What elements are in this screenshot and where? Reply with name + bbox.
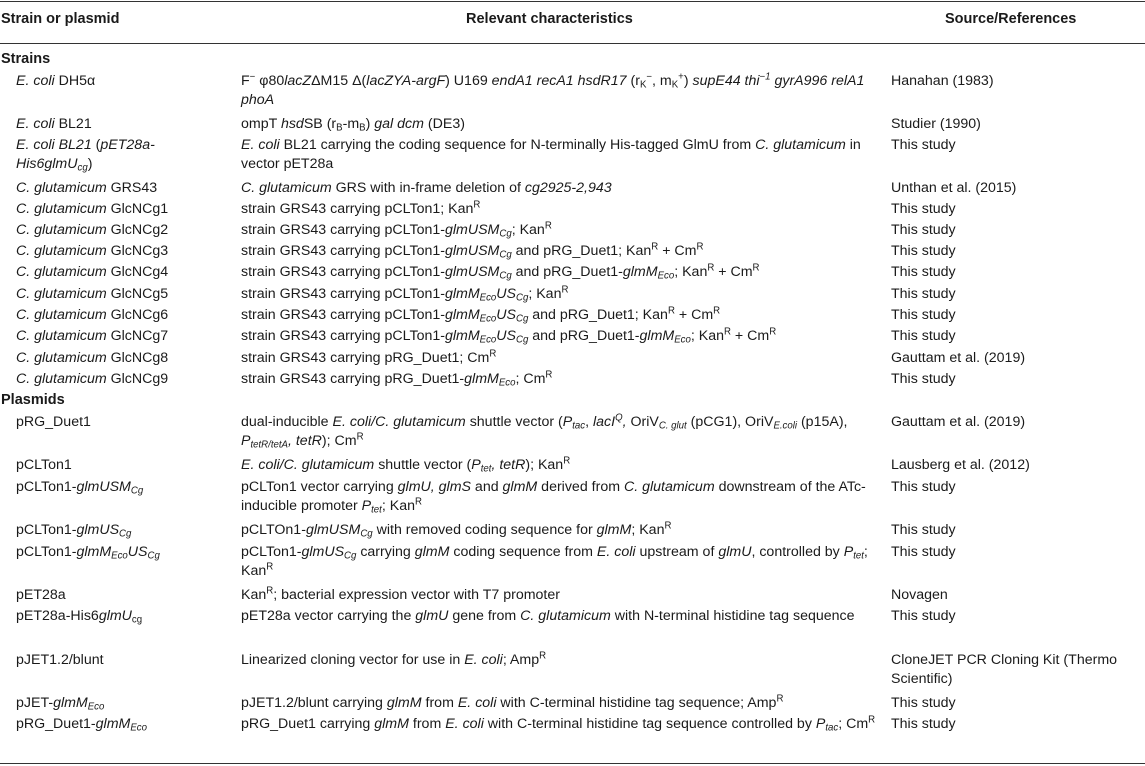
row-name: C. glutamicum GlcNCg1 xyxy=(16,201,169,217)
row-source: This study xyxy=(891,264,956,280)
row-characteristics: strain GRS43 carrying pRG_Duet1; $Cm^R$ xyxy=(241,348,497,366)
row-name: C. glutamicum GlcNCg9 xyxy=(16,371,169,387)
row-characteristics: pCLTOn1-glmUSM$_{Cg}$ with removed coding sequence for glmM; Kan$^R$ xyxy=(241,520,672,540)
row-name: pJET1.2/blunt xyxy=(16,652,104,668)
row-source: Lausberg et al. (2012) xyxy=(891,457,1030,473)
row-name: pJET-glmM$_{Eco}$ xyxy=(16,695,105,713)
row-source: Unthan et al. (2015) xyxy=(891,180,1017,196)
row-source: This study xyxy=(891,328,956,344)
row-name: E. coli BL21 xyxy=(16,116,92,132)
row-source: This study xyxy=(891,371,956,387)
row-source: Hanahan (1983) xyxy=(891,73,994,89)
row-name: pET28a xyxy=(16,587,66,603)
row-source: This study xyxy=(891,286,956,302)
row-source: Gauttam et al. (2019) xyxy=(891,350,1026,366)
row-characteristics: Kan$^R$; bacterial expression vector with T7 promoter xyxy=(241,585,560,603)
header-source-references: Source/References xyxy=(945,11,1077,27)
row-characteristics: E. coli BL21 carrying the coding sequence for N-terminally His-tagged GlmU from C. glutamicum in vector pET28a xyxy=(241,137,861,172)
row-name: C. glutamicum GRS43 xyxy=(16,180,158,196)
row-characteristics: F− φ80lacZΔM15 Δ(lacZYA-argF) U169 endA1 recA1 hsdR17 ($r_K^-$, $m_K^+$) supE44 thi$^{-1}$ gyrA996 relA1 phoA xyxy=(241,71,865,108)
row-source: Gauttam et al. (2019) xyxy=(891,414,1026,430)
header-strain-or-plasmid: Strain or plasmid xyxy=(1,11,120,27)
row-characteristics: Linearized cloning vector for use in E. coli; Amp$^R$ xyxy=(241,650,547,668)
header-relevant-characteristics: Relevant characteristics xyxy=(466,11,633,27)
row-source: CloneJET PCR Cloning Kit (Thermo Scientific) xyxy=(891,652,1118,687)
row-characteristics: pET28a vector carrying the glmU gene from C. glutamicum with N-terminal histidine tag sequence xyxy=(241,608,855,624)
row-characteristics: dual-inducible E. coli/C. glutamicum shuttle vector ($P_{tac}$, lacI$^Q$, OriV$_{C. glut}$ (pCG1), OriV$_{E.coli}$ (p15A), $P_{tetR/tetA}$, tetR); $Cm^R$ xyxy=(241,412,848,451)
row-characteristics: pRG_Duet1 carrying glmM from E. coli with C-terminal histidine tag sequence controlled by $P_{tac}$; $Cm^R$ xyxy=(241,714,876,734)
row-name: pRG_Duet1 xyxy=(16,414,91,430)
row-characteristics: pCLTon1 vector carrying glmU, glmS and glmM derived from C. glutamicum downstream of the ATc-inducible promoter $P_{tet}$; Kan$^R$ xyxy=(241,479,866,516)
row-name: C. glutamicum GlcNCg5 xyxy=(16,286,169,302)
row-name: C. glutamicum GlcNCg3 xyxy=(16,243,169,259)
row-source: This study xyxy=(891,222,956,238)
row-name: C. glutamicum GlcNCg4 xyxy=(16,264,169,280)
row-source: This study xyxy=(891,137,956,153)
section-plasmids: Plasmids xyxy=(1,392,65,408)
row-source: Studier (1990) xyxy=(891,116,981,132)
row-name: C. glutamicum GlcNCg6 xyxy=(16,307,169,323)
section-strains: Strains xyxy=(1,51,51,67)
row-source: This study xyxy=(891,544,956,560)
row-name: pCLTon1-glmUS$_{Cg}$ xyxy=(16,522,132,540)
row-name: C. glutamicum GlcNCg7 xyxy=(16,328,169,344)
row-name: pCLTon1-glmUSM$_{Cg}$ xyxy=(16,479,144,497)
row-name: E. coli BL21 (pET28a- His6glmU$_{cg}$) xyxy=(16,137,155,174)
row-source: This study xyxy=(891,695,956,711)
row-name: pRG_Duet1-glmM$_{Eco}$ xyxy=(16,716,147,734)
row-name: E. coli DH5α xyxy=(16,73,96,89)
row-characteristics: strain GRS43 carrying $pCLTon1-glmM_{Eco}US_{Cg}$ and pRG_Duet1-glmM$_{Eco}$; $Kan^R + Cm^R$ xyxy=(241,326,777,346)
row-name: C. glutamicum GlcNCg2 xyxy=(16,222,169,238)
row-name: pCLTon1 xyxy=(16,457,72,473)
row-characteristics: strain GRS43 carrying pCLTon1-glmUSM$_{Cg}$; Kan$^R$ xyxy=(241,220,552,240)
row-characteristics: strain GRS43 carrying pCLTon1-glmUSM$_{Cg}$ and pRG_Duet1-glmM$_{Eco}$; $Kan^R + Cm^R$ xyxy=(241,262,760,282)
row-source: This study xyxy=(891,479,956,495)
row-characteristics: pJET1.2/blunt carrying glmM from E. coli with C-terminal histidine tag sequence; Amp$^R$ xyxy=(241,693,784,711)
row-source: Novagen xyxy=(891,587,948,603)
row-characteristics: ompT hsdSB $(r_B-m_B)$ gal dcm (DE3) xyxy=(241,116,465,134)
header-bottom-rule xyxy=(0,43,1145,44)
row-characteristics: strain GRS43 carrying $pCLTon1-glmM_{Eco}US_{Cg}$; Kan$^R$ xyxy=(241,284,569,304)
row-characteristics: strain GRS43 carrying $pCLTon1-glmM_{Eco}US_{Cg}$ and pRG_Duet1; $Kan^R + Cm^R$ xyxy=(241,305,721,325)
row-source: This study xyxy=(891,716,956,732)
row-characteristics: pCLTon1-glmUS$_{Cg}$ carrying glmM coding sequence from E. coli upstream of glmU, controlled by $P_{tet}$; Kan$^R$ xyxy=(241,544,868,579)
row-name: C. glutamicum GlcNCg8 xyxy=(16,350,169,366)
row-characteristics: strain GRS43 carrying pRG_Duet1-glmM$_{Eco}$; $Cm^R$ xyxy=(241,369,553,389)
row-source: This study xyxy=(891,307,956,323)
row-characteristics: strain GRS43 carrying pCLTon1; Kan$^R$ xyxy=(241,199,481,217)
row-characteristics: C. glutamicum GRS with in-frame deletion of cg2925-2,943 xyxy=(241,180,612,196)
row-source: This study xyxy=(891,608,956,624)
row-source: This study xyxy=(891,243,956,259)
row-characteristics: E. coli/C. glutamicum shuttle vector ($P_{tet}$, tetR); Kan$^R$ xyxy=(241,455,571,475)
row-name: pET28a-His6glmU$_{cg}$ xyxy=(16,608,143,626)
table-top-rule xyxy=(0,1,1145,2)
table-bottom-rule xyxy=(0,763,1145,764)
row-characteristics: strain GRS43 carrying pCLTon1-glmUSM$_{Cg}$ and pRG_Duet1; $Kan^R + Cm^R$ xyxy=(241,241,704,261)
row-source: This study xyxy=(891,522,956,538)
row-name: $pCLTon1-glmM_{Eco}US_{Cg}$ xyxy=(16,544,160,562)
row-source: This study xyxy=(891,201,956,217)
